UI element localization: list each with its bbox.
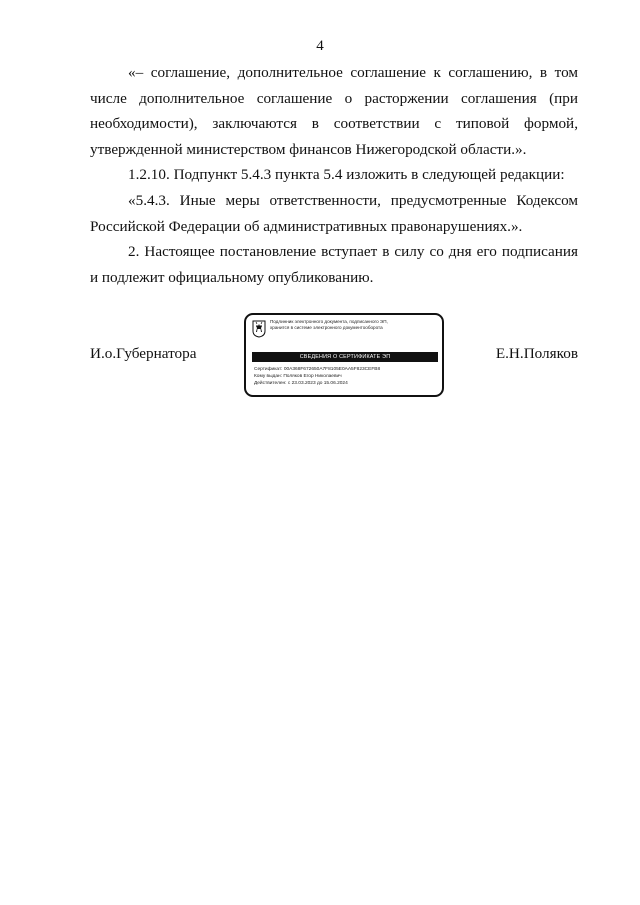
issued-to-value: Поляков Егор Николаевич: [283, 374, 342, 379]
issued-to-line: [254, 373, 440, 380]
validity-value: с 23.03.2023 до 15.06.2024: [287, 381, 348, 386]
coat-of-arms-icon: [252, 320, 266, 338]
paragraph-effective-date: 2. Настоящее постановление вступает в силу со дня его подписания и подлежит официальному опубликованию.: [90, 243, 578, 286]
issued-to-label: Кому выдан:: [254, 374, 282, 379]
body-text: [90, 60, 578, 290]
paragraph-agreement: «– соглашение, дополнительное соглашение к соглашению, в том числе дополнительное соглашение о расторжении соглашения (при необходимости), заключаются в соответствии с типовой формой, утвержденной министерством финансов Нижегородской области.».: [90, 64, 578, 158]
stamp-header-line: хранится в системе электронного документооборота: [270, 325, 383, 330]
stamp-details: [254, 366, 440, 387]
validity-label: Действителен:: [254, 381, 287, 386]
signatory-name: Е.Н.Поляков: [495, 345, 578, 362]
stamp-title: СВЕДЕНИЯ О СЕРТИФИКАТЕ ЭП: [252, 352, 438, 362]
certificate-value: 00A368F672650A7F8105E0AA5F823CEFB8: [283, 367, 381, 372]
validity-line: [254, 380, 440, 387]
stamp-header-line: Подлинник электронного документа, подписанного ЭП,: [270, 319, 388, 324]
signatory-position: И.о.Губернатора: [90, 345, 197, 362]
paragraph-subclause-5-4-3: «5.4.3. Иные меры ответственности, предусмотренные Кодексом Российской Федерации об административных правонарушениях.».: [90, 191, 578, 235]
stamp-header: [270, 319, 442, 331]
electronic-signature-stamp: [244, 313, 444, 397]
certificate-label: Сертификат:: [254, 367, 283, 372]
certificate-line: [254, 366, 440, 373]
paragraph-subclause-1-2-10: 1.2.10. Подпункт 5.4.3 пункта 5.4 изложить в следующей редакции:: [128, 166, 565, 184]
page-number: 4: [316, 38, 324, 54]
